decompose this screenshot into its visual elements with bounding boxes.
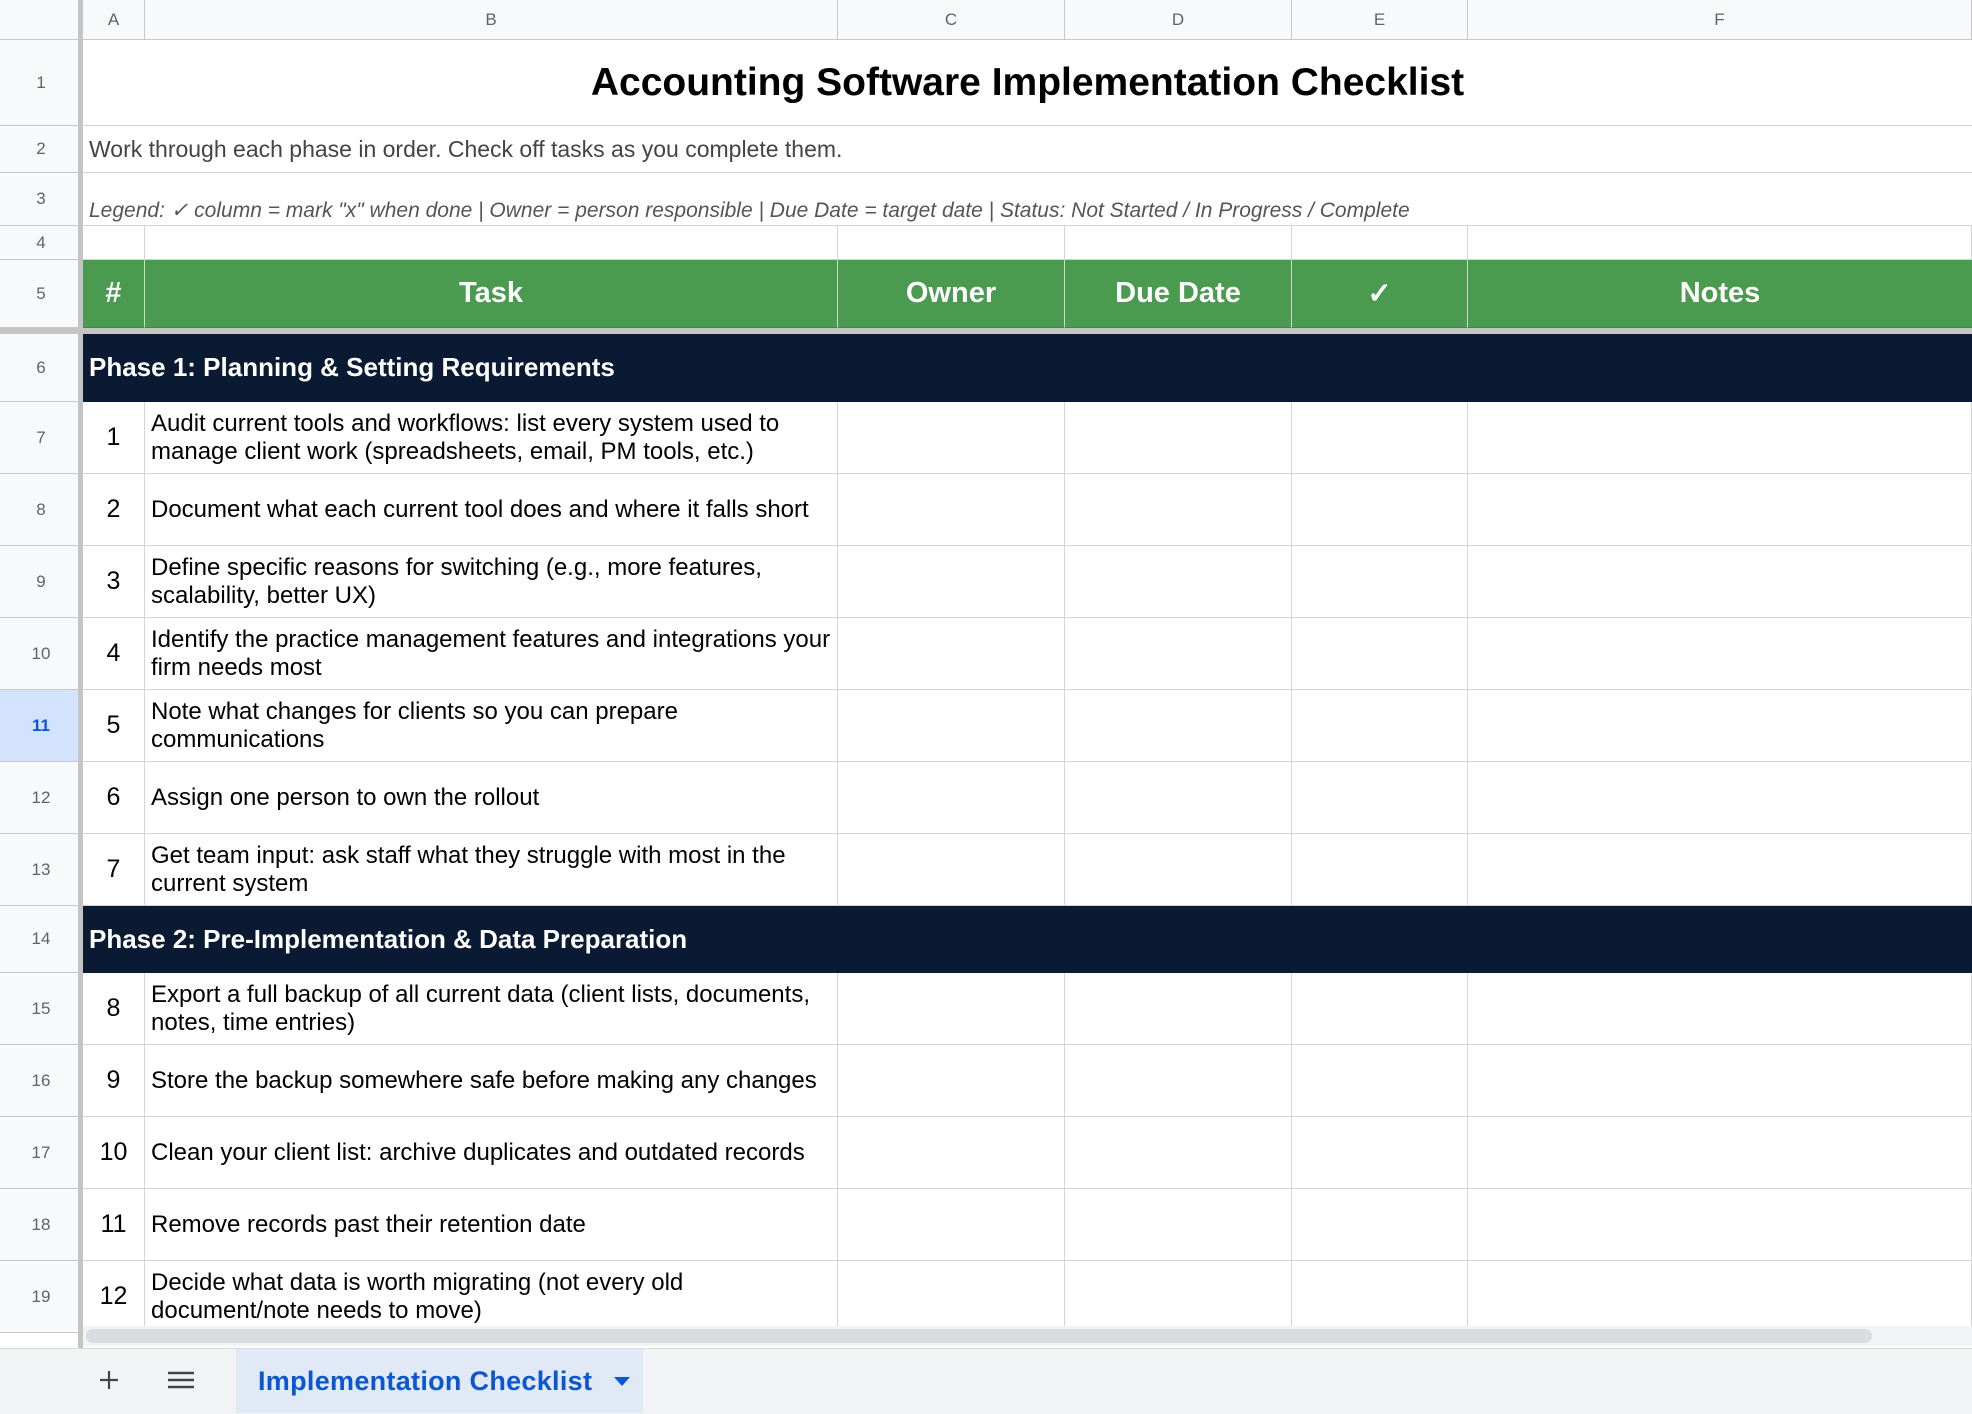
owner-cell[interactable] (838, 402, 1065, 474)
due-date-cell[interactable] (1065, 1189, 1292, 1261)
row-header-11[interactable]: 11 (0, 690, 83, 762)
row-header-18[interactable]: 18 (0, 1189, 83, 1261)
task-text[interactable]: Decide what data is worth migrating (not every old document/note needs to move) (145, 1261, 838, 1333)
task-text[interactable]: Export a full backup of all current data (client lists, documents, notes, time entries) (145, 973, 838, 1045)
row-header-16[interactable]: 16 (0, 1045, 83, 1117)
check-cell[interactable] (1292, 618, 1468, 690)
task-text[interactable]: Audit current tools and workflows: list every system used to manage client work (spreadsheets, email, PM tools, etc.) (145, 402, 838, 474)
row-header-13[interactable]: 13 (0, 834, 83, 906)
due-date-cell[interactable] (1065, 1117, 1292, 1189)
empty-cell[interactable] (838, 226, 1065, 260)
task-text[interactable]: Document what each current tool does and where it falls short (145, 474, 838, 546)
due-date-cell[interactable] (1065, 762, 1292, 834)
owner-cell[interactable] (838, 1045, 1065, 1117)
column-header-e[interactable]: E (1292, 0, 1468, 40)
phase-1-header[interactable]: Phase 1: Planning & Setting Requirements (83, 334, 1972, 402)
row-header-7[interactable]: 7 (0, 402, 83, 474)
task-text[interactable]: Assign one person to own the rollout (145, 762, 838, 834)
owner-cell[interactable] (838, 690, 1065, 762)
task-number[interactable]: 1 (83, 402, 145, 474)
empty-cell[interactable] (1292, 226, 1468, 260)
task-number[interactable]: 6 (83, 762, 145, 834)
task-number[interactable]: 10 (83, 1117, 145, 1189)
task-text[interactable]: Clean your client list: archive duplicates and outdated records (145, 1117, 838, 1189)
row-header-4[interactable]: 4 (0, 226, 83, 260)
add-sheet-button[interactable] (84, 1359, 134, 1401)
row-header-5[interactable]: 5 (0, 260, 83, 328)
notes-cell[interactable] (1468, 474, 1972, 546)
check-cell[interactable] (1292, 690, 1468, 762)
check-cell[interactable] (1292, 1117, 1468, 1189)
plus-icon (98, 1369, 120, 1391)
due-date-cell[interactable] (1065, 1261, 1292, 1333)
task-number[interactable]: 5 (83, 690, 145, 762)
sheet-tab-implementation-checklist[interactable] (236, 1349, 643, 1413)
column-header-b[interactable]: B (145, 0, 838, 40)
row-header-8[interactable]: 8 (0, 474, 83, 546)
due-date-cell[interactable] (1065, 402, 1292, 474)
owner-cell[interactable] (838, 618, 1065, 690)
notes-cell[interactable] (1468, 973, 1972, 1045)
due-date-cell[interactable] (1065, 973, 1292, 1045)
task-number[interactable]: 9 (83, 1045, 145, 1117)
check-cell[interactable] (1292, 474, 1468, 546)
owner-cell[interactable] (838, 1189, 1065, 1261)
row-header-12[interactable]: 12 (0, 762, 83, 834)
header-task[interactable]: Task (145, 260, 838, 328)
check-cell[interactable] (1292, 762, 1468, 834)
check-cell[interactable] (1292, 1189, 1468, 1261)
sheet-subtitle[interactable]: Work through each phase in order. Check off tasks as you complete them. (83, 126, 1972, 173)
task-text[interactable]: Store the backup somewhere safe before making any changes (145, 1045, 838, 1117)
row-header-6[interactable]: 6 (0, 334, 83, 402)
sheet-tab-bar (0, 1348, 1972, 1414)
notes-cell[interactable] (1468, 1117, 1972, 1189)
task-number[interactable]: 3 (83, 546, 145, 618)
column-header-f[interactable]: F (1468, 0, 1972, 40)
due-date-cell[interactable] (1065, 834, 1292, 906)
owner-cell[interactable] (838, 762, 1065, 834)
row-header-19[interactable]: 19 (0, 1261, 83, 1333)
row-header-17[interactable]: 17 (0, 1117, 83, 1189)
notes-cell[interactable] (1468, 1045, 1972, 1117)
row-header-3[interactable]: 3 (0, 173, 83, 226)
owner-cell[interactable] (838, 973, 1065, 1045)
due-date-cell[interactable] (1065, 1045, 1292, 1117)
caret-down-icon[interactable] (614, 1377, 630, 1386)
owner-cell[interactable] (838, 1117, 1065, 1189)
task-number[interactable]: 8 (83, 973, 145, 1045)
task-text[interactable]: Identify the practice management features and integrations your firm needs most (145, 618, 838, 690)
check-cell[interactable] (1292, 1045, 1468, 1117)
check-cell[interactable] (1292, 402, 1468, 474)
sheet-title[interactable]: Accounting Software Implementation Checklist (83, 40, 1972, 126)
due-date-cell[interactable] (1065, 546, 1292, 618)
owner-cell[interactable] (838, 474, 1065, 546)
notes-cell[interactable] (1468, 1189, 1972, 1261)
empty-cell[interactable] (1468, 226, 1972, 260)
notes-cell[interactable] (1468, 762, 1972, 834)
notes-cell[interactable] (1468, 1261, 1972, 1333)
all-sheets-button[interactable] (156, 1359, 206, 1401)
check-cell[interactable] (1292, 834, 1468, 906)
check-cell[interactable] (1292, 546, 1468, 618)
row-header-15[interactable]: 15 (0, 973, 83, 1045)
row-header-14[interactable]: 14 (0, 906, 83, 973)
empty-cell[interactable] (83, 226, 145, 260)
legend-text[interactable]: Legend: ✓ column = mark "x" when done | Owner = person responsible | Due Date = target date | Status: Not Started / In Progress / Complete (83, 173, 1972, 226)
empty-cell[interactable] (145, 226, 838, 260)
select-all-corner[interactable] (0, 0, 83, 40)
header-number[interactable]: # (83, 260, 145, 328)
header-owner[interactable]: Owner (838, 260, 1065, 328)
sheet-tab-label: Implementation Checklist (258, 1365, 593, 1396)
header-due-date[interactable]: Due Date (1065, 260, 1292, 328)
notes-cell[interactable] (1468, 546, 1972, 618)
owner-cell[interactable] (838, 834, 1065, 906)
frozen-column-divider[interactable] (78, 0, 83, 1348)
due-date-cell[interactable] (1065, 690, 1292, 762)
task-number[interactable]: 12 (83, 1261, 145, 1333)
task-text[interactable]: Define specific reasons for switching (e.g., more features, scalability, better UX) (145, 546, 838, 618)
empty-cell[interactable] (1065, 226, 1292, 260)
task-number[interactable]: 2 (83, 474, 145, 546)
notes-cell[interactable] (1468, 618, 1972, 690)
owner-cell[interactable] (838, 546, 1065, 618)
column-header-c[interactable]: C (838, 0, 1065, 40)
row-header-9[interactable]: 9 (0, 546, 83, 618)
header-notes[interactable]: Notes (1468, 260, 1972, 328)
column-header-d[interactable]: D (1065, 0, 1292, 40)
row-header-1[interactable]: 1 (0, 40, 83, 126)
row-header-10[interactable]: 10 (0, 618, 83, 690)
due-date-cell[interactable] (1065, 474, 1292, 546)
notes-cell[interactable] (1468, 402, 1972, 474)
check-cell[interactable] (1292, 973, 1468, 1045)
task-number[interactable]: 11 (83, 1189, 145, 1261)
task-text[interactable]: Remove records past their retention date (145, 1189, 838, 1261)
due-date-cell[interactable] (1065, 618, 1292, 690)
notes-cell[interactable] (1468, 690, 1972, 762)
task-text[interactable]: Note what changes for clients so you can prepare communications (145, 690, 838, 762)
notes-cell[interactable] (1468, 834, 1972, 906)
task-text[interactable]: Get team input: ask staff what they struggle with most in the current system (145, 834, 838, 906)
header-check[interactable]: ✓ (1292, 260, 1468, 328)
task-number[interactable]: 7 (83, 834, 145, 906)
horizontal-scrollbar-thumb[interactable] (86, 1329, 1872, 1343)
menu-lines-icon (167, 1370, 195, 1390)
check-cell[interactable] (1292, 1261, 1468, 1333)
row-header-2[interactable]: 2 (0, 126, 83, 173)
column-header-a[interactable]: A (83, 0, 145, 40)
owner-cell[interactable] (838, 1261, 1065, 1333)
phase-2-header[interactable]: Phase 2: Pre-Implementation & Data Preparation (83, 906, 1972, 973)
task-number[interactable]: 4 (83, 618, 145, 690)
